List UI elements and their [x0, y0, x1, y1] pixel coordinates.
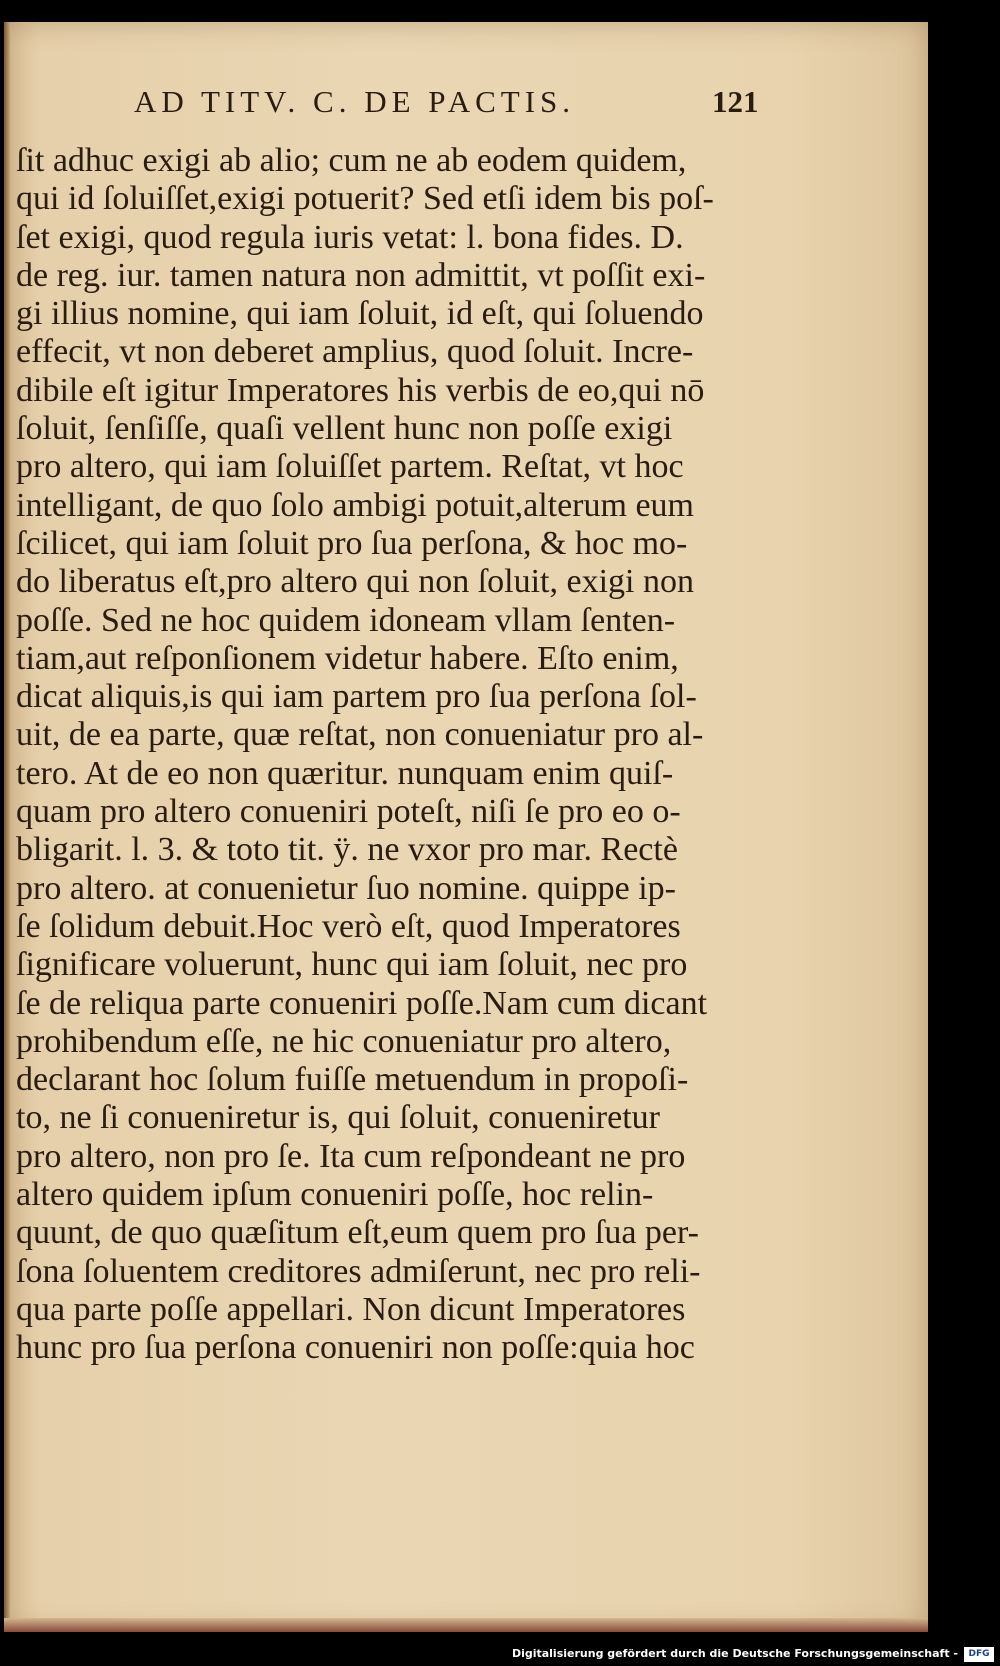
- text-line: quunt, de quo quæſitum eſt,eum quem pro ſua per-: [16, 1214, 699, 1252]
- text-line: gi illius nomine, qui iam ſoluit, id eſt, qui ſoluendo: [16, 295, 704, 333]
- text-line: ſe de reliqua parte conueniri poſſe.Nam cum dicant: [16, 984, 708, 1022]
- text-line: qui id ſoluiſſet,exigi potuerit? Sed etſi idem bis poſ-: [16, 180, 714, 218]
- text-line: quam pro altero conueniri poteſt, niſi ſe pro eo o-: [16, 793, 681, 831]
- text-line: pro altero. at conuenietur ſuo nomine. quippe ip-: [16, 869, 676, 907]
- text-line: dibile eſt igitur Imperatores his verbis de eo,qui nō: [16, 371, 705, 409]
- page-edge: [4, 22, 10, 1632]
- footer-bar: [0, 1644, 1000, 1666]
- text-line: intelligant, de quo ſolo ambigi potuit,alterum eum: [16, 486, 694, 524]
- text-line: ſona ſoluentem creditores admiſerunt, nec pro reli-: [16, 1252, 701, 1290]
- text-line: dicat aliquis,is qui iam partem pro ſua perſona ſol-: [16, 678, 697, 716]
- dfg-logo: DFG: [964, 1647, 994, 1662]
- text-line: ſe ſolidum debuit.Hoc verò eſt, quod Imperatores: [16, 907, 681, 945]
- text-line: ſet exigi, quod regula iuris vetat: l. bona fides. D.: [16, 218, 684, 256]
- text-line: pro altero, qui iam ſoluiſſet partem. Reſtat, vt hoc: [16, 448, 684, 486]
- text-line: bligarit. l. 3. & toto tit. ÿ. ne vxor pro mar. Rectè: [16, 831, 678, 869]
- page-number: 121: [712, 84, 759, 119]
- text-line: uit, de ea parte, quæ reſtat, non conueniatur pro al-: [16, 716, 704, 754]
- text-line: tero. At de eo non quæritur. nunquam enim quiſ-: [16, 754, 674, 792]
- text-line: do liberatus eſt,pro altero qui non ſoluit, exigi non: [16, 563, 694, 601]
- page-bottom-edge: [4, 1618, 928, 1632]
- footer-credit: Digitalisierung gefördert durch die Deutsche Forschungsgemeinschaft -: [511, 1647, 958, 1660]
- text-line: de reg. iur. tamen natura non admittit, vt poſſit exi-: [16, 256, 706, 294]
- text-line: qua parte poſſe appellari. Non dicunt Imperatores: [16, 1290, 686, 1328]
- text-line: to, ne ſi conueniretur is, qui ſoluit, conueniretur: [16, 1099, 660, 1137]
- running-head: AD TITV. C. DE PACTIS.: [134, 84, 576, 119]
- text-line: pro altero, non pro ſe. Ita cum reſpondeant ne pro: [16, 1137, 686, 1175]
- text-line: ſoluit, ſenſiſſe, quaſi vellent hunc non poſſe exigi: [16, 410, 673, 448]
- book-page: [4, 22, 928, 1632]
- text-line: ſignificare voluerunt, hunc qui iam ſoluit, nec pro: [16, 946, 688, 984]
- text-line: ſcilicet, qui iam ſoluit pro ſua perſona, & hoc mo-: [16, 524, 688, 562]
- text-line: altero quidem ipſum conueniri poſſe, hoc relin-: [16, 1176, 654, 1214]
- text-line: hunc pro ſua perſona conueniri non poſſe:quia hoc: [16, 1329, 695, 1367]
- text-line: ſit adhuc exigi ab alio; cum ne ab eodem quidem,: [16, 142, 687, 179]
- text-line: tiam,aut reſponſionem videtur habere. Eſto enim,: [16, 639, 679, 677]
- text-line: poſſe. Sed ne hoc quidem idoneam vllam ſenten-: [16, 601, 676, 639]
- text-line: prohibendum eſſe, ne hic conueniatur pro altero,: [16, 1022, 672, 1060]
- text-line: declarant hoc ſolum fuiſſe metuendum in propoſi-: [16, 1061, 689, 1099]
- text-line: effecit, vt non deberet amplius, quod ſoluit. Incre-: [16, 333, 694, 371]
- body-text: [16, 142, 778, 1368]
